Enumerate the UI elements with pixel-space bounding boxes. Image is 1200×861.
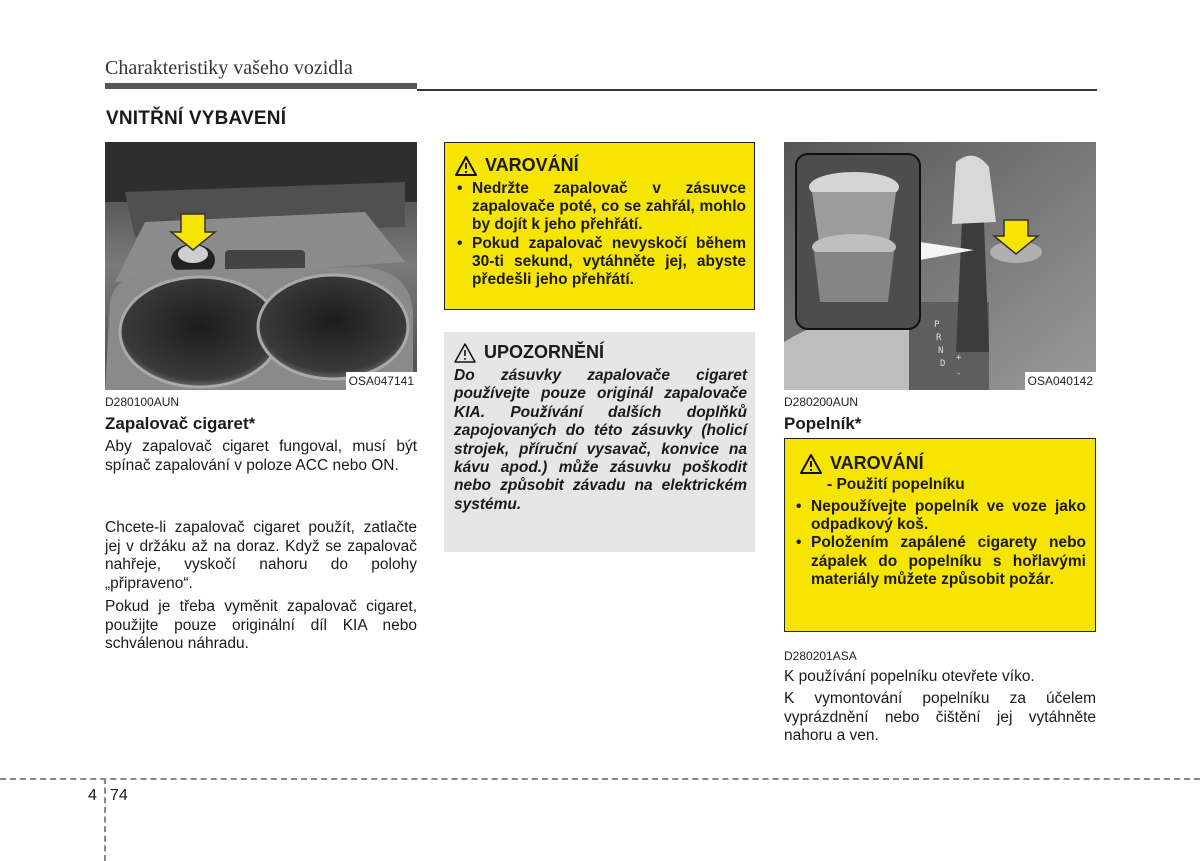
photo-code-label: OSA040142 [1025, 372, 1096, 390]
caution-title: UPOZORNĚNÍ [484, 342, 605, 362]
warning-title: VAROVÁNÍ [485, 155, 579, 175]
chapter-number: 4 [88, 787, 97, 804]
warning-header [455, 155, 746, 176]
caution-text: Do zásuvky zapalovače cigaret používejte pouze originál zapalovače KIA. Používání dalších doplňků zapojovaných do této zásuvky (holicí strojek, příruční vysavač, konvice na kávu apod.) může zásuvku poškodit nebo způsobit závadu na elektrickém systému. [454, 367, 747, 513]
caution-triangle-icon [454, 343, 476, 363]
ashtray-warning-box [784, 438, 1096, 632]
warning-item: • Nepoužívejte popelník ve voze jako odpadkový koš. [794, 498, 1086, 534]
paragraph: K vymontování popelníku za účelem vyprázdnění nebo čištění jej vytáhněte nahoru a ven. [784, 690, 1096, 744]
subheading-cigarette-lighter: Zapalovač cigaret* [105, 414, 256, 433]
section-code: D280100AUN [105, 395, 180, 409]
photo-code-label: OSA047141 [346, 372, 417, 390]
footer-dashed-divider [104, 778, 106, 861]
cigarette-lighter-photo [105, 142, 417, 390]
paragraph: Aby zapalovač cigaret fungoval, musí být spínač zapalování v poloze ACC nebo ON. [105, 438, 417, 474]
lighter-illustration [105, 142, 417, 390]
warning-list [794, 498, 1086, 589]
paragraph: Pokud je třeba vyměnit zapalovač cigaret, použijte pouze originální díl KIA nebo schválenou náhradu. [105, 598, 417, 652]
caution-header [454, 342, 747, 363]
warning-item: • Nedržte zapalovač v zásuvce zapalovače poté, co se zahřál, mohlo by dojít k jeho přehřátí. [455, 180, 746, 235]
shift-letter: P [934, 320, 940, 330]
warning-list [455, 180, 746, 289]
paragraph: Chcete-li zapalovač cigaret použít, zatlačte jej v držáku až na doraz. Když se zapalovač nahřeje, vyskočí nahoru do polohy „připraveno“. [105, 519, 417, 592]
warning-subtitle: - Použití popelníku [827, 476, 965, 493]
subheading-ashtray: Popelník* [784, 414, 862, 433]
section-code: D280200AUN [784, 395, 859, 409]
paragraph: K používání popelníku otevřete víko. [784, 668, 1035, 685]
warning-title: VAROVÁNÍ [830, 453, 924, 473]
footer-dashed-line [0, 778, 1200, 780]
header-rule-thin [417, 89, 1097, 91]
shift-letter: D [940, 359, 946, 369]
chapter-title: Charakteristiky vašeho vozidla [105, 57, 353, 79]
shift-letter: + [956, 353, 962, 363]
shift-letter: - [956, 369, 962, 379]
warning-item: • Položením zapálené cigarety nebo zápalek do popelníku s hořlavými materiály můžete způsobit požár. [794, 534, 1086, 589]
section-title: VNITŘNÍ VYBAVENÍ [106, 108, 287, 129]
warning-item: • Pokud zapalovač nevyskočí během 30-ti sekund, vytáhněte jej, abyste předešli jeho přehřátí. [455, 235, 746, 290]
header-rule-thick [105, 83, 417, 89]
warning-triangle-icon [800, 454, 822, 474]
section-code: D280201ASA [784, 649, 857, 663]
page-number: 74 [110, 787, 128, 804]
ashtray-photo [784, 142, 1096, 390]
warning-box [444, 142, 755, 310]
warning-triangle-icon [455, 156, 477, 176]
warning-header [794, 453, 1086, 474]
shift-letter: R [936, 333, 942, 343]
caution-box [444, 332, 755, 552]
ashtray-illustration [784, 142, 1096, 390]
shift-letter: N [938, 346, 944, 356]
